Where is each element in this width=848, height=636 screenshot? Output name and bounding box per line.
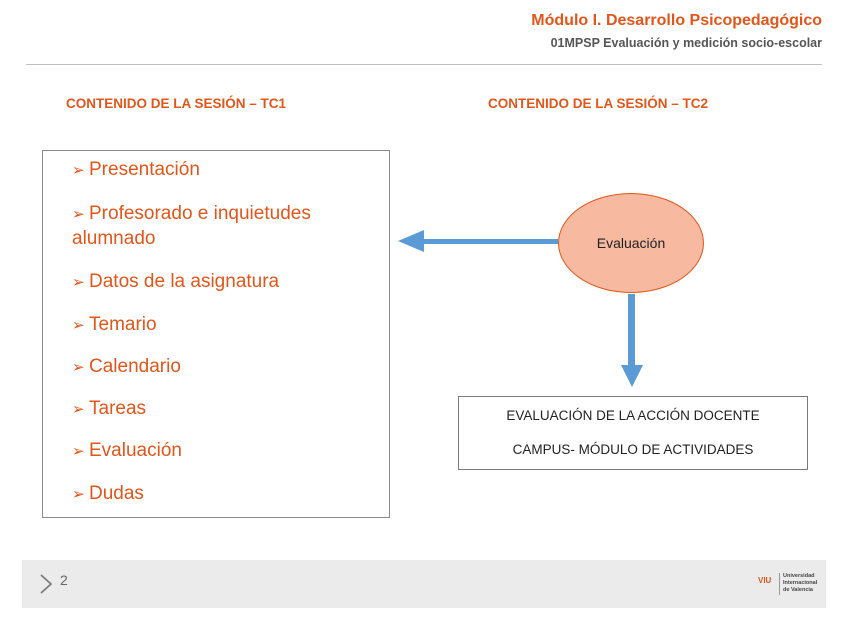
agenda-item-label: Datos de la asignatura [89, 271, 280, 292]
evaluation-oval [558, 193, 704, 293]
section-title-tc2: CONTENIDO DE LA SESIÓN – TC2 [488, 96, 709, 111]
chevron-right-icon [38, 573, 54, 595]
left-arrow-icon [398, 230, 424, 252]
evaluation-result-box [458, 396, 808, 470]
course-subtitle: 01MPSP Evaluación y medición socio-escolar [550, 36, 822, 50]
bullet-arrow-icon: ➢ [72, 443, 85, 460]
agenda-item-label: Tareas [89, 398, 147, 419]
section-title-tc1: CONTENIDO DE LA SESIÓN – TC1 [66, 96, 287, 111]
module-title: Módulo I. Desarrollo Psicopedagógico [531, 12, 822, 29]
agenda-item-datos [72, 270, 372, 295]
bullet-arrow-icon: ➢ [72, 486, 85, 503]
logo-text: Universidad Internacional de Valencia [783, 573, 818, 593]
agenda-item-label: Evaluación [89, 440, 182, 461]
agenda-item-calendario [72, 355, 372, 380]
agenda-item-label: Dudas [89, 483, 144, 504]
bullet-arrow-icon: ➢ [72, 206, 85, 223]
result-line-teaching-evaluation: EVALUACIÓN DE LA ACCIÓN DOCENTE [506, 408, 760, 423]
bullet-arrow-icon: ➢ [72, 401, 85, 418]
footer-bar [22, 560, 826, 608]
bullet-arrow-icon: ➢ [72, 162, 85, 179]
bullet-arrow-icon: ➢ [72, 274, 85, 291]
university-logo [758, 573, 818, 595]
agenda-item-label: Profesorado e inquietudes alumnado [72, 203, 311, 249]
page-number: 2 [60, 572, 68, 588]
down-arrow-shaft [628, 294, 635, 366]
agenda-item-temario [72, 313, 372, 338]
agenda-item-label: Temario [89, 314, 157, 335]
oval-label: Evaluación [596, 235, 666, 251]
result-line-campus-activities: CAMPUS- MÓDULO DE ACTIVIDADES [512, 442, 754, 457]
agenda-item-tareas [72, 397, 372, 422]
bullet-arrow-icon: ➢ [72, 317, 85, 334]
agenda-item-dudas [72, 482, 372, 507]
left-arrow-shaft [424, 239, 558, 244]
agenda-item-profesorado [72, 202, 372, 251]
bullet-arrow-icon: ➢ [72, 359, 85, 376]
logo-mark: VIU [758, 576, 772, 585]
agenda-item-label: Calendario [89, 356, 181, 377]
agenda-item-evaluacion [72, 439, 372, 464]
header-divider [26, 64, 822, 65]
agenda-item-label: Presentación [89, 159, 200, 180]
down-arrow-icon [621, 365, 643, 387]
agenda-item-presentacion [72, 158, 372, 183]
logo-divider [779, 573, 780, 595]
